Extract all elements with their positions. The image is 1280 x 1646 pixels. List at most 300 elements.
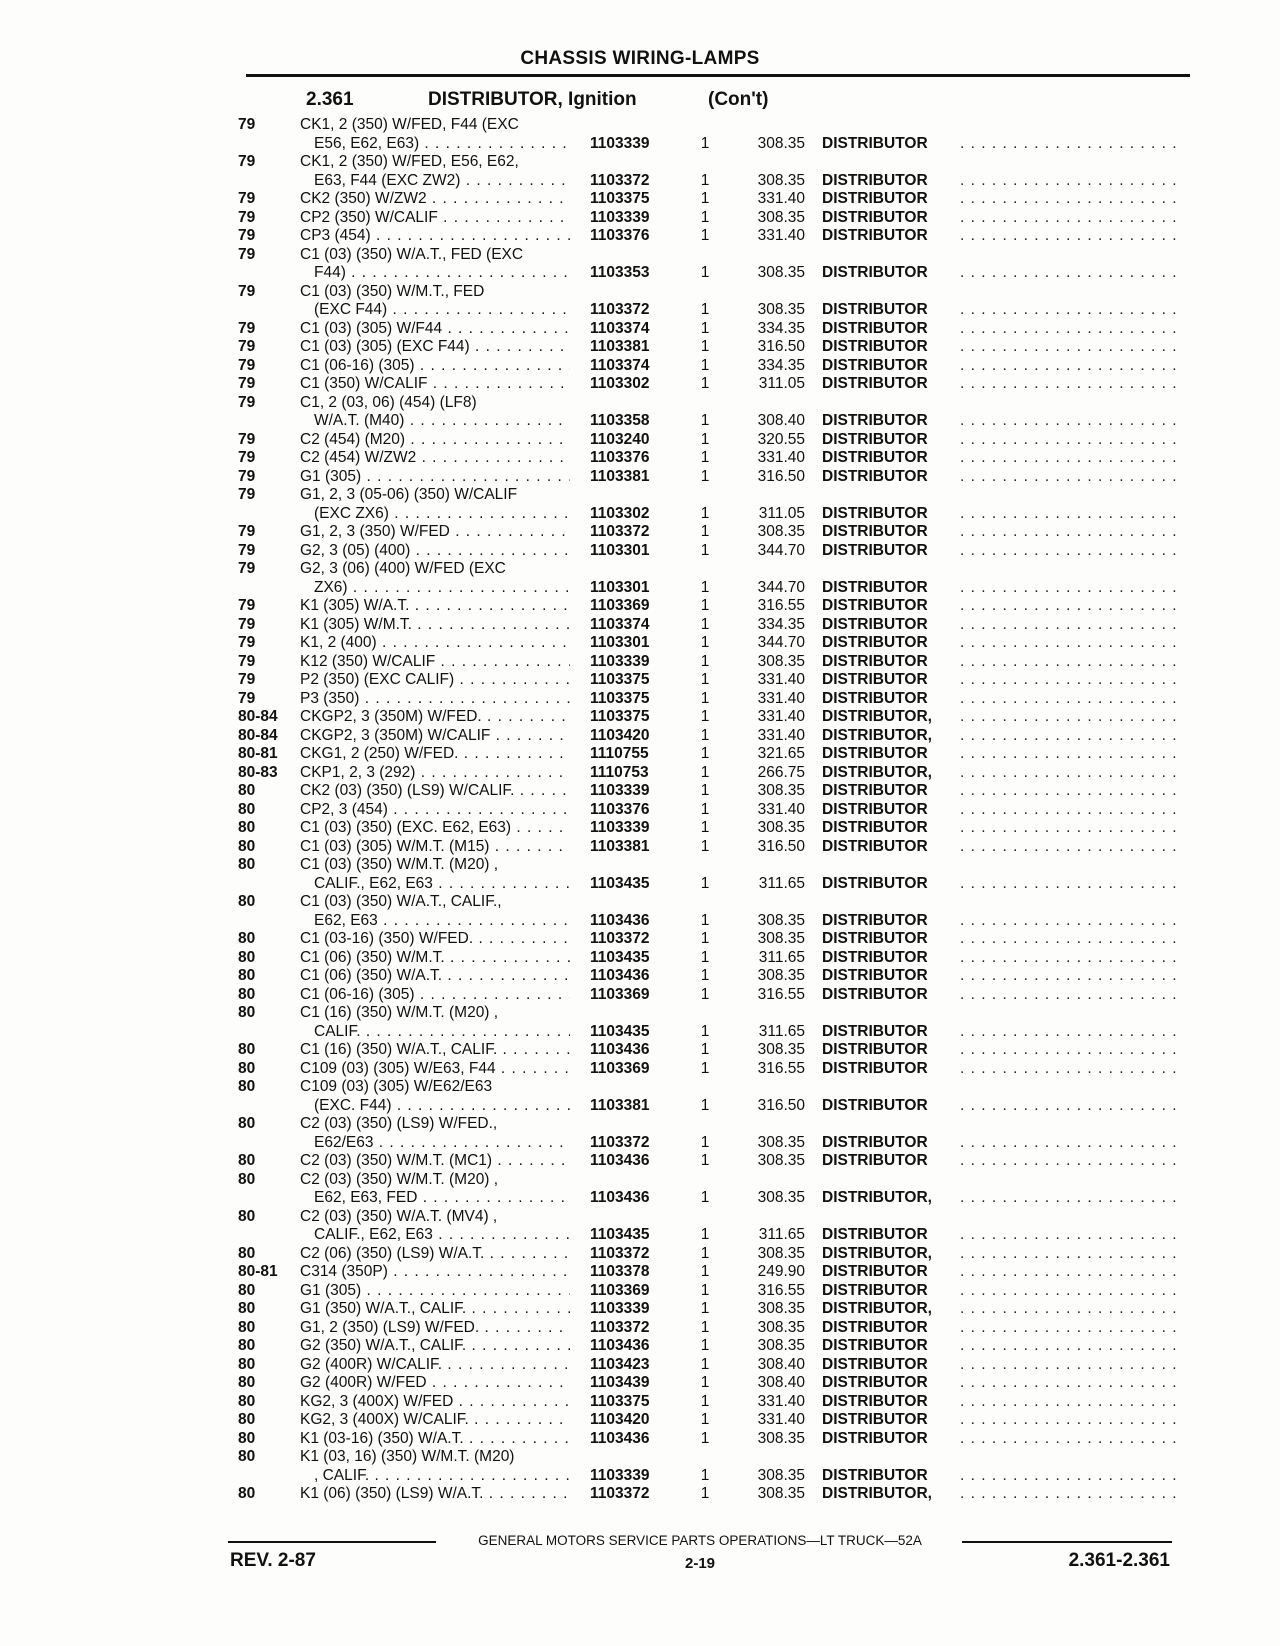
description-line-2: (EXC. F44) . . . xyxy=(300,1097,570,1116)
model-year: 80 xyxy=(238,1115,256,1132)
price: 311.05 xyxy=(758,504,805,522)
model-year: 79 xyxy=(238,467,256,485)
description-line-1: CK2 (350) W/ZW2 . . . xyxy=(300,190,570,209)
description-line-2: E63, F44 (EXC ZW2) . . . xyxy=(300,172,570,191)
price: 316.55 xyxy=(757,597,805,614)
part-number: 1103436 xyxy=(590,1041,650,1058)
price: 316.50 xyxy=(757,467,805,485)
description-line-2: (EXC ZX6) . . . xyxy=(300,505,570,524)
section-title: DISTRIBUTOR, Ignition xyxy=(428,89,637,110)
part-number: 1103339 xyxy=(590,1466,650,1484)
list-item xyxy=(0,153,1280,190)
list-item xyxy=(0,523,1280,542)
dot-leader xyxy=(960,690,1182,709)
dot-leader xyxy=(960,1060,1182,1079)
part-name: DISTRIBUTOR xyxy=(822,208,928,226)
model-year: 80 xyxy=(238,1337,256,1354)
description-line-2: W/A.T. (M40) . . . xyxy=(300,412,570,431)
price: 308.35 xyxy=(757,1244,805,1262)
list-item xyxy=(0,616,1280,635)
description-line-1: C1 (03) (350) W/M.T., FED xyxy=(300,282,485,300)
list-item xyxy=(0,838,1280,857)
footer-rule-right xyxy=(962,1541,1172,1543)
quantity: 1 xyxy=(700,541,710,559)
part-name: DISTRIBUTOR xyxy=(822,819,928,836)
application-description xyxy=(300,283,570,320)
list-item xyxy=(0,1485,1280,1504)
part-number: 1103339 xyxy=(590,1300,650,1317)
description-line-1: K1 (305) W/A.T. . . . xyxy=(300,597,570,616)
model-year: 79 xyxy=(238,615,256,633)
part-number: 1103372 xyxy=(590,301,650,318)
part-number: 1103376 xyxy=(590,449,650,466)
model-year: 80 xyxy=(238,1170,256,1188)
list-item xyxy=(0,967,1280,986)
description-line-1: C2 (03) (350) (LS9) W/FED., xyxy=(300,1115,498,1132)
price: 316.50 xyxy=(757,837,805,855)
list-item xyxy=(0,449,1280,468)
part-number: 1103353 xyxy=(590,264,650,281)
list-item xyxy=(0,1411,1280,1430)
model-year: 80 xyxy=(238,856,256,873)
description-line-1: K1, 2 (400) . . . xyxy=(300,634,570,653)
part-number: 1103301 xyxy=(590,634,650,651)
part-number: 1103302 xyxy=(590,504,650,522)
description-line-1: K1 (305) W/M.T. . . . xyxy=(300,616,570,635)
part-name: DISTRIBUTOR xyxy=(822,1226,928,1243)
application-description xyxy=(300,523,570,542)
list-item xyxy=(0,1263,1280,1282)
list-item xyxy=(0,634,1280,653)
list-item xyxy=(0,1282,1280,1301)
footer-publisher: GENERAL MOTORS SERVICE PARTS OPERATIONS—LT TRUCK—52A xyxy=(478,1533,922,1548)
part-number: 1103436 xyxy=(590,1337,650,1354)
description-line-1: C1 (06) (350) W/A.T. . . . xyxy=(300,967,570,986)
part-number: 1103358 xyxy=(590,412,650,429)
part-number: 1103372 xyxy=(590,171,650,189)
model-year: 79 xyxy=(238,486,256,503)
part-number: 1103436 xyxy=(590,967,650,984)
price: 308.35 xyxy=(757,1337,805,1354)
part-name: DISTRIBUTOR xyxy=(822,1318,928,1336)
description-line-1: C1 (03) (350) W/A.T., FED (EXC xyxy=(300,245,524,263)
dot-leader xyxy=(960,1152,1182,1171)
description-line-2: CALIF., E62, E63 . . . xyxy=(300,875,570,894)
model-year: 79 xyxy=(238,449,256,466)
part-name: DISTRIBUTOR, xyxy=(822,726,932,744)
price: 311.65 xyxy=(758,1226,805,1243)
description-line-1: C1 (03) (350) W/M.T. (M20) , xyxy=(300,856,499,873)
part-name: DISTRIBUTOR xyxy=(822,671,928,688)
page-number: 2-19 xyxy=(684,1555,716,1572)
quantity: 1 xyxy=(700,227,710,244)
application-description xyxy=(300,190,570,209)
part-name: DISTRIBUTOR xyxy=(822,541,928,559)
application-description xyxy=(300,671,570,690)
list-item xyxy=(0,819,1280,838)
application-description xyxy=(300,1374,570,1393)
part-name: DISTRIBUTOR xyxy=(822,1133,928,1151)
price: 331.40 xyxy=(757,1411,805,1428)
quantity: 1 xyxy=(700,1189,710,1206)
part-name: DISTRIBUTOR xyxy=(822,1281,928,1299)
quantity: 1 xyxy=(700,948,710,966)
description-line-1: K12 (350) W/CALIF . . . xyxy=(300,653,570,672)
dot-leader xyxy=(960,542,1182,561)
price: 316.55 xyxy=(757,1059,805,1077)
list-item xyxy=(0,1430,1280,1449)
application-description xyxy=(300,616,570,635)
list-item xyxy=(0,283,1280,320)
dot-leader xyxy=(960,1319,1182,1338)
description-line-1: G2 (400R) W/FED . . . xyxy=(300,1374,570,1393)
quantity: 1 xyxy=(700,745,710,762)
description-line-1: G2 (400R) W/CALIF. . . . xyxy=(300,1356,570,1375)
list-item xyxy=(0,893,1280,930)
dot-leader xyxy=(960,801,1182,820)
part-number: 1103375 xyxy=(590,708,650,725)
dot-leader xyxy=(960,1374,1182,1393)
model-year: 80 xyxy=(238,1207,256,1225)
description-line-1: C2 (03) (350) W/M.T. (MC1) . . . xyxy=(300,1152,570,1171)
list-item xyxy=(0,1245,1280,1264)
model-year: 79 xyxy=(238,319,256,337)
dot-leader xyxy=(960,579,1182,598)
model-year: 80 xyxy=(238,1485,256,1502)
description-line-1: C1, 2 (03, 06) (454) (LF8) xyxy=(300,393,477,411)
price: 344.70 xyxy=(757,634,805,651)
list-item xyxy=(0,375,1280,394)
part-name: DISTRIBUTOR xyxy=(822,967,928,984)
dot-leader xyxy=(960,1041,1182,1060)
part-name: DISTRIBUTOR xyxy=(822,911,928,929)
part-name: DISTRIBUTOR xyxy=(822,1022,928,1040)
quantity: 1 xyxy=(700,837,710,855)
application-description xyxy=(300,431,570,450)
price: 316.50 xyxy=(757,1096,805,1114)
part-name: DISTRIBUTOR xyxy=(822,652,928,670)
quantity: 1 xyxy=(700,171,710,189)
application-description xyxy=(300,209,570,228)
quantity: 1 xyxy=(700,1059,710,1077)
description-line-2: E62, E63, FED . . . xyxy=(300,1189,570,1208)
part-number: 1103436 xyxy=(590,1429,650,1447)
price: 316.55 xyxy=(757,985,805,1003)
application-description xyxy=(300,1319,570,1338)
application-description xyxy=(300,338,570,357)
model-year: 80 xyxy=(238,967,256,984)
dot-leader xyxy=(960,838,1182,857)
list-item xyxy=(0,542,1280,561)
dot-leader xyxy=(960,1226,1182,1245)
model-year: 80 xyxy=(238,800,256,818)
application-description xyxy=(300,560,570,597)
quantity: 1 xyxy=(700,782,710,799)
part-number: 1103240 xyxy=(590,430,650,448)
model-year: 80 xyxy=(238,837,256,855)
list-item xyxy=(0,1393,1280,1412)
price: 308.40 xyxy=(757,1374,805,1391)
part-name: DISTRIBUTOR, xyxy=(822,763,932,781)
part-name: DISTRIBUTOR xyxy=(822,1429,928,1447)
part-name: DISTRIBUTOR xyxy=(822,597,928,614)
description-line-1: CKGP2, 3 (350M) W/CALIF . . . xyxy=(300,727,570,746)
part-name: DISTRIBUTOR xyxy=(822,1374,928,1391)
description-line-1: C314 (350P) . . . xyxy=(300,1263,570,1282)
description-line-1: C1 (16) (350) W/M.T. (M20) , xyxy=(300,1004,499,1021)
dot-leader xyxy=(960,523,1182,542)
application-description xyxy=(300,1393,570,1412)
description-line-1: G1 (350) W/A.T., CALIF. . . . xyxy=(300,1300,570,1319)
application-description xyxy=(300,690,570,709)
description-line-1: G1, 2, 3 (05-06) (350) W/CALIF xyxy=(300,486,518,503)
model-year: 80 xyxy=(238,1078,256,1095)
part-name: DISTRIBUTOR xyxy=(822,837,928,855)
quantity: 1 xyxy=(700,1337,710,1354)
application-description xyxy=(300,449,570,468)
price: 266.75 xyxy=(757,763,805,781)
description-line-1: C109 (03) (305) W/E62/E63 xyxy=(300,1078,493,1095)
description-line-1: KG2, 3 (400X) W/CALIF. . . . xyxy=(300,1411,570,1430)
price: 334.35 xyxy=(757,615,805,633)
dot-leader xyxy=(960,1430,1182,1449)
application-description xyxy=(300,949,570,968)
quantity: 1 xyxy=(700,763,710,781)
quantity: 1 xyxy=(700,190,710,207)
model-year: 79 xyxy=(238,652,256,670)
list-item xyxy=(0,986,1280,1005)
part-number: 1103381 xyxy=(590,467,650,485)
model-year: 79 xyxy=(238,541,256,559)
dot-leader xyxy=(960,875,1182,894)
dot-leader xyxy=(960,172,1182,191)
part-name: DISTRIBUTOR, xyxy=(822,708,932,725)
dot-leader xyxy=(960,616,1182,635)
description-line-1: CP2 (350) W/CALIF . . . xyxy=(300,209,570,228)
dot-leader xyxy=(960,912,1182,931)
price: 308.40 xyxy=(757,1355,805,1373)
application-description xyxy=(300,1337,570,1356)
quantity: 1 xyxy=(700,1485,710,1502)
application-description xyxy=(300,1171,570,1208)
model-year: 80-81 xyxy=(238,1263,278,1280)
quantity: 1 xyxy=(700,430,710,448)
application-description xyxy=(300,782,570,801)
quantity: 1 xyxy=(700,985,710,1003)
list-item xyxy=(0,930,1280,949)
description-line-1: C1 (03) (350) (EXC. E62, E63) . . . xyxy=(300,819,570,838)
part-number: 1103436 xyxy=(590,1189,650,1206)
description-line-1: C1 (03) (350) W/A.T., CALIF., xyxy=(300,893,502,910)
list-item xyxy=(0,1374,1280,1393)
description-line-1: G1 (305) . . . xyxy=(300,1282,570,1301)
quantity: 1 xyxy=(700,467,710,485)
quantity: 1 xyxy=(700,708,710,725)
list-item xyxy=(0,1115,1280,1152)
dot-leader xyxy=(960,338,1182,357)
part-number: 1103369 xyxy=(590,1281,650,1299)
quantity: 1 xyxy=(700,1226,710,1243)
price: 331.40 xyxy=(757,708,805,725)
quantity: 1 xyxy=(700,1281,710,1299)
part-name: DISTRIBUTOR xyxy=(822,449,928,466)
model-year: 80 xyxy=(238,1244,256,1262)
description-line-2: (EXC F44) . . . xyxy=(300,301,570,320)
list-item xyxy=(0,949,1280,968)
quantity: 1 xyxy=(700,1429,710,1447)
price: 331.40 xyxy=(757,726,805,744)
description-line-2: E56, E62, E63) . . . xyxy=(300,135,570,154)
description-line-1: CKG1, 2 (250) W/FED. . . . xyxy=(300,745,570,764)
description-line-1: C1 (03-16) (350) W/FED. . . . xyxy=(300,930,570,949)
application-description xyxy=(300,838,570,857)
list-item xyxy=(0,1060,1280,1079)
quantity: 1 xyxy=(700,819,710,836)
description-line-1: G1, 2, 3 (350) W/FED . . . xyxy=(300,523,570,542)
description-line-2: CALIF. . . . xyxy=(300,1023,570,1042)
part-number: 1103378 xyxy=(590,1263,650,1280)
description-line-1: KG2, 3 (400X) W/FED . . . xyxy=(300,1393,570,1412)
list-item xyxy=(0,320,1280,339)
part-name: DISTRIBUTOR xyxy=(822,1041,928,1058)
price: 331.40 xyxy=(757,190,805,207)
part-number: 1103339 xyxy=(590,652,650,670)
quantity: 1 xyxy=(700,1318,710,1336)
part-name: DISTRIBUTOR xyxy=(822,134,928,152)
part-name: DISTRIBUTOR xyxy=(822,412,928,429)
list-item xyxy=(0,1041,1280,1060)
price: 316.50 xyxy=(757,338,805,355)
section-range: 2.361-2.361 xyxy=(1068,1550,1170,1571)
quantity: 1 xyxy=(700,264,710,281)
part-number: 1103435 xyxy=(590,874,650,892)
price: 331.40 xyxy=(757,671,805,688)
dot-leader xyxy=(960,505,1182,524)
dot-leader xyxy=(960,468,1182,487)
description-line-1: G2 (350) W/A.T., CALIF. . . . xyxy=(300,1337,570,1356)
application-description xyxy=(300,357,570,376)
part-name: DISTRIBUTOR xyxy=(822,375,928,392)
quantity: 1 xyxy=(700,1355,710,1373)
part-number: 1103375 xyxy=(590,1392,650,1410)
part-name: DISTRIBUTOR xyxy=(822,264,928,281)
part-number: 1103381 xyxy=(590,338,650,355)
list-item xyxy=(0,671,1280,690)
quantity: 1 xyxy=(700,578,710,596)
part-number: 1103339 xyxy=(590,782,650,799)
dot-leader xyxy=(960,967,1182,986)
part-number: 1103339 xyxy=(590,819,650,836)
part-number: 1103376 xyxy=(590,800,650,818)
parts-list xyxy=(0,116,1280,1504)
part-number: 1103423 xyxy=(590,1355,650,1373)
dot-leader xyxy=(960,264,1182,283)
price: 308.35 xyxy=(757,1133,805,1151)
price: 316.55 xyxy=(757,1281,805,1299)
application-description xyxy=(300,116,570,153)
part-number: 1103420 xyxy=(590,1411,650,1428)
price: 308.35 xyxy=(757,1041,805,1058)
model-year: 79 xyxy=(238,227,256,244)
model-year: 79 xyxy=(238,245,256,263)
quantity: 1 xyxy=(700,1263,710,1280)
list-item xyxy=(0,1152,1280,1171)
application-description xyxy=(300,320,570,339)
model-year: 80 xyxy=(238,819,256,836)
quantity: 1 xyxy=(700,1374,710,1391)
model-year: 79 xyxy=(238,153,256,170)
model-year: 79 xyxy=(238,356,256,374)
price: 334.35 xyxy=(757,356,805,374)
list-item xyxy=(0,246,1280,283)
model-year: 79 xyxy=(238,375,256,392)
model-year: 79 xyxy=(238,208,256,226)
quantity: 1 xyxy=(700,597,710,614)
application-description xyxy=(300,893,570,930)
quantity: 1 xyxy=(700,874,710,892)
part-name: DISTRIBUTOR xyxy=(822,1152,928,1169)
part-number: 1103374 xyxy=(590,615,650,633)
model-year: 79 xyxy=(238,634,256,651)
page-title: CHASSIS WIRING-LAMPS xyxy=(520,48,760,69)
application-description xyxy=(300,1115,570,1152)
application-description xyxy=(300,227,570,246)
part-number: 1103375 xyxy=(590,190,650,207)
price: 344.70 xyxy=(757,541,805,559)
list-item xyxy=(0,1337,1280,1356)
dot-leader xyxy=(960,190,1182,209)
part-name: DISTRIBUTOR xyxy=(822,948,928,966)
description-line-1: C1 (06) (350) W/M.T. . . . xyxy=(300,949,570,968)
dot-leader xyxy=(960,986,1182,1005)
description-line-1: G2, 3 (05) (400) . . . xyxy=(300,542,570,561)
price: 308.35 xyxy=(757,523,805,540)
application-description xyxy=(300,986,570,1005)
quantity: 1 xyxy=(700,800,710,818)
revision-label: REV. 2-87 xyxy=(230,1550,316,1571)
application-description xyxy=(300,727,570,746)
part-name: DISTRIBUTOR xyxy=(822,227,928,244)
part-number: 1103372 xyxy=(590,1318,650,1336)
description-line-1: G1, 2 (350) (LS9) W/FED. . . . xyxy=(300,1319,570,1338)
model-year: 80 xyxy=(238,1004,256,1021)
part-number: 1103436 xyxy=(590,1152,650,1169)
price: 308.35 xyxy=(757,134,805,152)
footer-rule-left xyxy=(228,1541,436,1543)
dot-leader xyxy=(960,1337,1182,1356)
quantity: 1 xyxy=(700,449,710,466)
price: 308.35 xyxy=(757,1152,805,1169)
application-description xyxy=(300,1485,570,1504)
dot-leader xyxy=(960,1023,1182,1042)
quantity: 1 xyxy=(700,930,710,947)
part-name: DISTRIBUTOR xyxy=(822,190,928,207)
part-name: DISTRIBUTOR xyxy=(822,301,928,318)
list-item xyxy=(0,116,1280,153)
part-name: DISTRIBUTOR xyxy=(822,1263,928,1280)
model-year: 80 xyxy=(238,1429,256,1447)
part-name: DISTRIBUTOR, xyxy=(822,1300,932,1317)
part-number: 1103374 xyxy=(590,319,650,337)
section-number: 2.361 xyxy=(306,89,354,110)
dot-leader xyxy=(960,301,1182,320)
description-line-1: CK1, 2 (350) W/FED, E56, E62, xyxy=(300,153,519,170)
quantity: 1 xyxy=(700,967,710,984)
price: 308.35 xyxy=(757,652,805,670)
model-year: 79 xyxy=(238,116,256,133)
price: 308.35 xyxy=(757,819,805,836)
model-year: 79 xyxy=(238,689,256,707)
